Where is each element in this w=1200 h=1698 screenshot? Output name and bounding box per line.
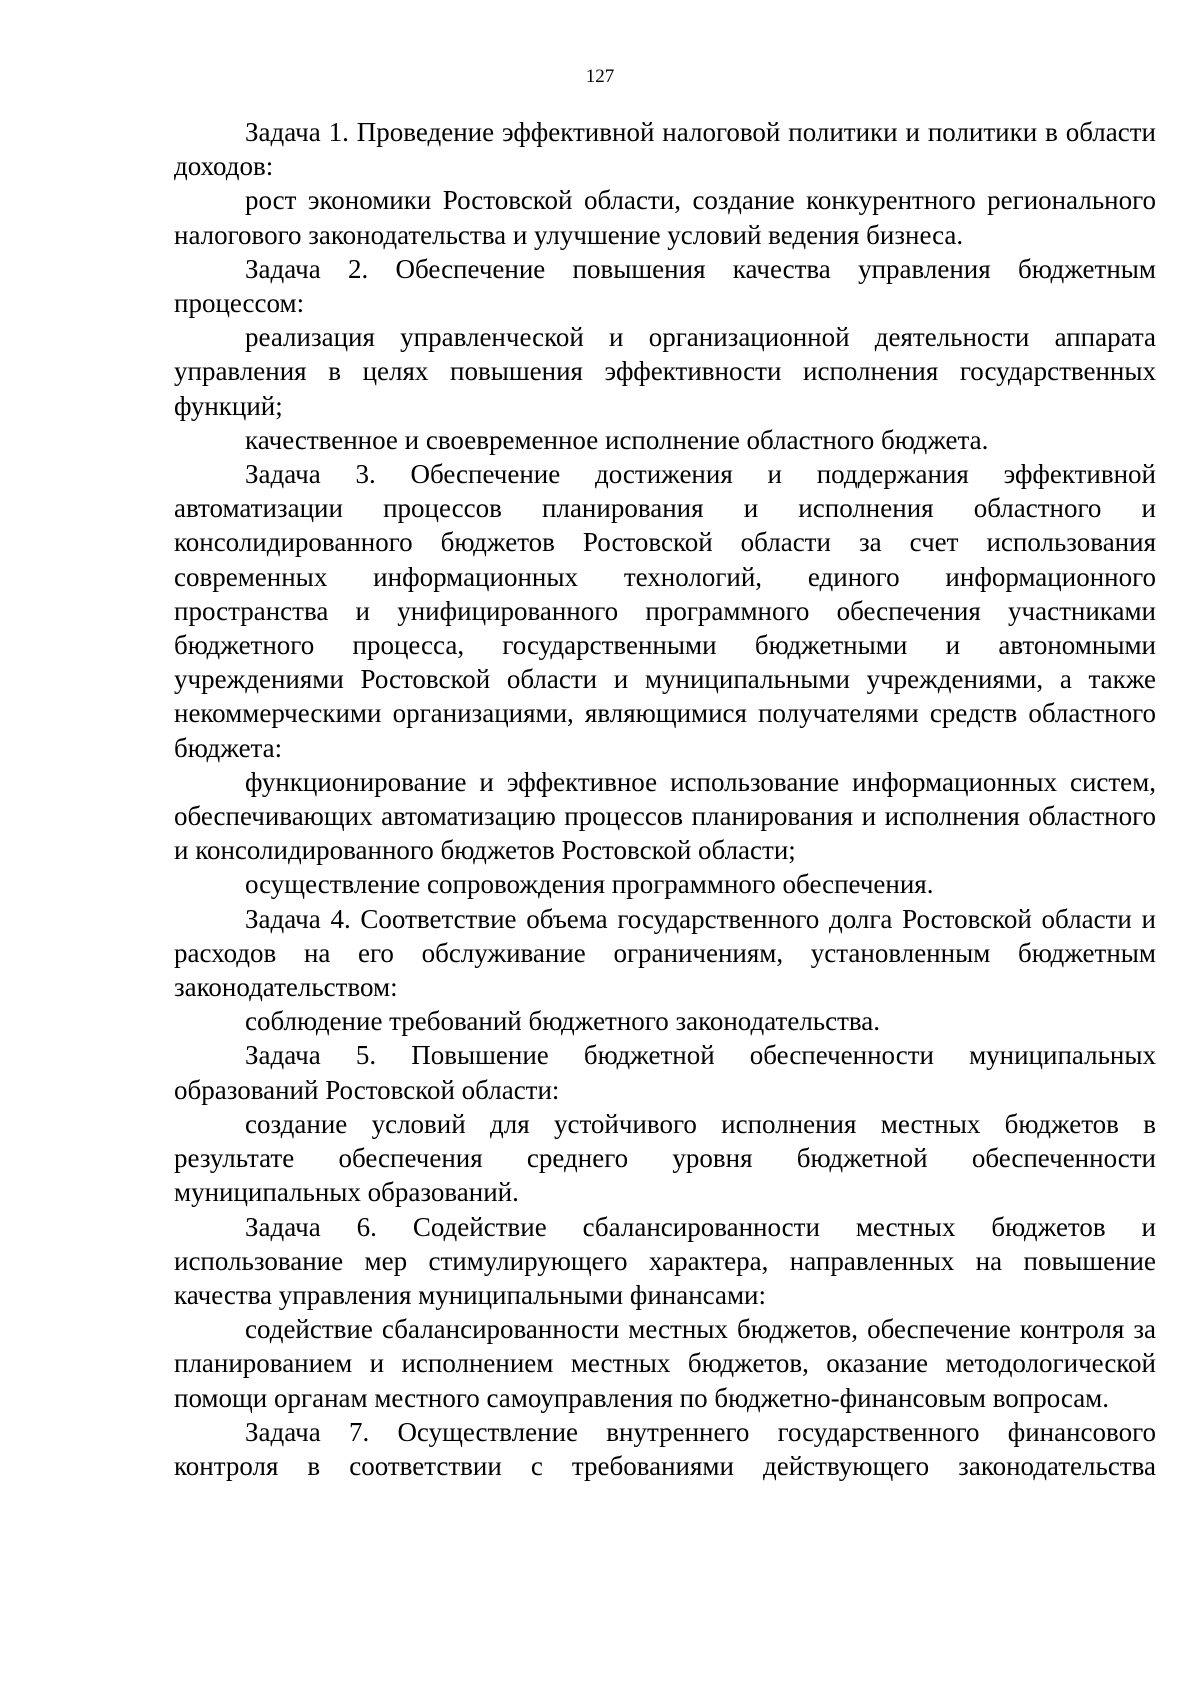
task-2-description: реализация управленческой и организационной деятельности аппарата управления в целях повышения эффективности исполнения государственных функций; xyxy=(174,322,1156,421)
task-5-description: создание условий для устойчивого исполнения местных бюджетов в результате обеспечения среднего уровня бюджетной обеспеченности муниципальных образований. xyxy=(174,1108,1156,1208)
document-body xyxy=(174,115,1156,1483)
task-2-heading: Задача 2. Обеспечение повышения качества управления бюджетным процессом: xyxy=(174,253,1156,319)
task-1-description: рост экономики Ростовской области, создание конкурентного регионального налогового законодательства и улучшение условий ведения бизнеса. xyxy=(174,185,1156,250)
task-6-heading: Задача 6. Содействие сбалансированности местных бюджетов и использование мер стимулирующего характера, направленных на повышение качества управления муниципальными финансами: xyxy=(174,1211,1156,1310)
task-6-description: содействие сбалансированности местных бюджетов, обеспечение контроля за планированием и исполнением местных бюджетов, оказание методологической помощи органам местного самоуправления по бюджетно-финансовым вопросам. xyxy=(174,1314,1156,1413)
task-1-heading: Задача 1. Проведение эффективной налоговой политики и политики в области доходов: xyxy=(174,117,1156,182)
task-4-description: соблюдение требований бюджетного законодательства. xyxy=(245,1006,881,1037)
task-3-description-2: осуществление сопровождения программного обеспечения. xyxy=(245,869,934,900)
task-4-heading: Задача 4. Соответствие объема государственного долга Ростовской области и расходов на его обслуживание ограничениям, установленным бюджетным законодательством: xyxy=(174,903,1156,1003)
task-2-description-2: качественное и своевременное исполнение областного бюджета. xyxy=(245,424,989,455)
task-5-heading: Задача 5. Повышение бюджетной обеспеченности муниципальных образований Ростовской области: xyxy=(174,1040,1156,1105)
task-3-heading: Задача 3. Обеспечение достижения и поддержания эффективной автоматизации процессов планирования и исполнения областного и консолидированного бюджетов Ростовской области за счет использования современных информационных технологий, единого информационного пространства и унифицированного программного обеспечения участниками бюджетного процесса, государственными бюджетными и автономными учреждениями Ростовской области и муниципальными учреждениями, а также некоммерческими организациями, являющимися получателями средств областного бюджета: xyxy=(174,459,1156,763)
task-7-heading: Задача 7. Осуществление внутреннего государственного финансового контроля в соответствии с требованиями действующего законодательства xyxy=(174,1416,1156,1481)
task-3-description: функционирование и эффективное использование информационных систем, обеспечивающих автоматизацию процессов планирования и исполнения областного и консолидированного бюджетов Ростовской области; xyxy=(174,766,1156,866)
page-number: 127 xyxy=(585,66,615,87)
